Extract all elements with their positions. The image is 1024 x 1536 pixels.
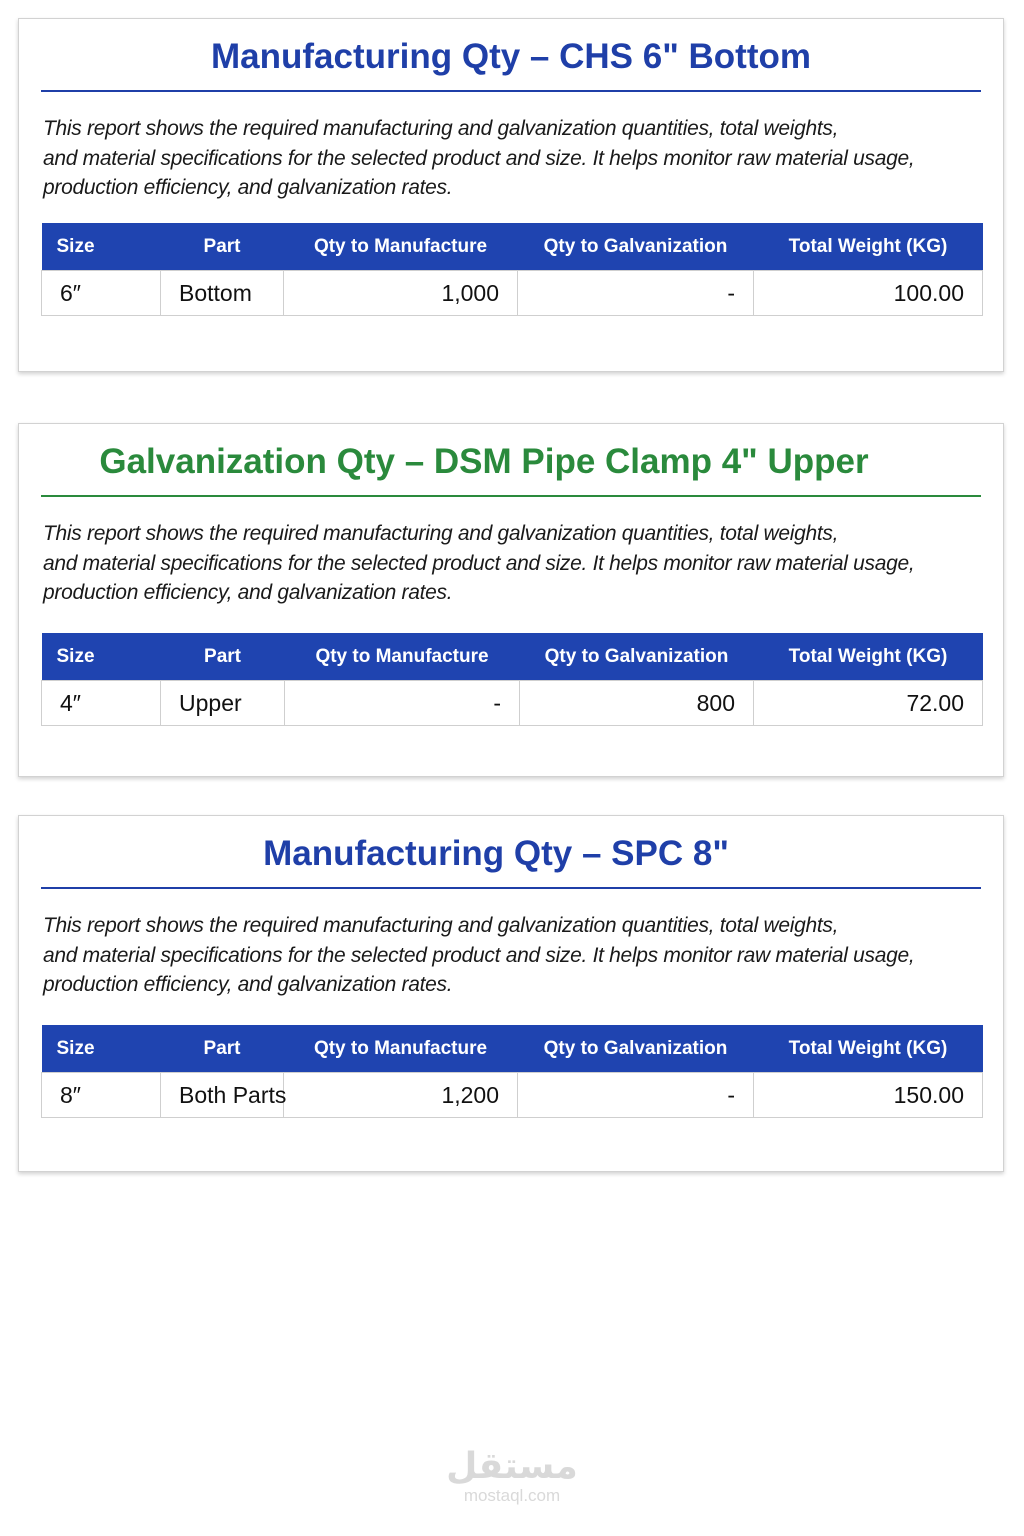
- table-row: [42, 1073, 983, 1118]
- description-line: production efficiency, and galvanization rates.: [43, 973, 453, 996]
- description-line: and material specifications for the selected product and size. It helps monitor raw material usage,: [43, 146, 915, 170]
- column-header-total-weight: Total Weight (KG): [754, 633, 983, 681]
- cell-size: 6″: [42, 271, 161, 316]
- report-card-chs-6-bottom: [18, 18, 1004, 372]
- cell-qty-manufacture: 1,200: [284, 1073, 518, 1118]
- description-line: This report shows the required manufacturing and galvanization quantities, total weights,: [43, 914, 839, 937]
- report-table: [41, 1025, 983, 1118]
- report-card-dsm-pipe-clamp-4-upper: [18, 423, 1004, 777]
- cell-size: 4″: [42, 681, 161, 726]
- description-line: production efficiency, and galvanization rates.: [43, 176, 453, 199]
- description-line: and material specifications for the selected product and size. It helps monitor raw material usage,: [43, 551, 915, 575]
- column-header-part: Part: [161, 223, 284, 271]
- cell-total-weight: 100.00: [754, 271, 983, 316]
- column-header-size: Size: [42, 223, 161, 271]
- description-line: This report shows the required manufacturing and galvanization quantities, total weights,: [43, 117, 839, 140]
- watermark: [0, 1446, 1024, 1506]
- cell-qty-galvanization: -: [518, 1073, 754, 1118]
- report-table: [41, 633, 983, 726]
- cell-total-weight: 150.00: [754, 1073, 983, 1118]
- column-header-qty-manufacture: Qty to Manufacture: [285, 633, 520, 681]
- description-line: This report shows the required manufacturing and galvanization quantities, total weights,: [43, 522, 839, 545]
- watermark-logo: مستقل: [446, 1445, 578, 1486]
- cell-qty-manufacture: 1,000: [284, 271, 518, 316]
- column-header-qty-galvanization: Qty to Galvanization: [518, 223, 754, 271]
- cell-qty-galvanization: 800: [520, 681, 754, 726]
- cell-part: Both Parts: [161, 1073, 284, 1118]
- report-description: [43, 911, 983, 1000]
- table-header-row: [42, 1025, 983, 1073]
- report-card-spc-8: [18, 815, 1004, 1172]
- column-header-total-weight: Total Weight (KG): [754, 223, 983, 271]
- column-header-total-weight: Total Weight (KG): [754, 1025, 983, 1073]
- cell-part: Bottom: [161, 271, 284, 316]
- cell-size: 8″: [42, 1073, 161, 1118]
- column-header-qty-galvanization: Qty to Galvanization: [520, 633, 754, 681]
- column-header-size: Size: [42, 1025, 161, 1073]
- table-row: [42, 271, 983, 316]
- column-header-qty-manufacture: Qty to Manufacture: [284, 223, 518, 271]
- table-row: [42, 681, 983, 726]
- watermark-site: mostaql.com: [463, 1486, 561, 1505]
- column-header-part: Part: [161, 1025, 284, 1073]
- title-divider: [41, 495, 981, 497]
- column-header-size: Size: [42, 633, 161, 681]
- cell-part: Upper: [161, 681, 285, 726]
- report-title: Manufacturing Qty – SPC 8": [263, 834, 729, 873]
- report-description: [43, 114, 983, 203]
- table-header-row: [42, 633, 983, 681]
- report-title: Manufacturing Qty – CHS 6" Bottom: [211, 37, 811, 76]
- column-header-qty-galvanization: Qty to Galvanization: [518, 1025, 754, 1073]
- table-header-row: [42, 223, 983, 271]
- description-line: and material specifications for the selected product and size. It helps monitor raw material usage,: [43, 943, 915, 967]
- cell-qty-galvanization: -: [518, 271, 754, 316]
- cell-qty-manufacture: -: [285, 681, 520, 726]
- title-divider: [41, 90, 981, 92]
- cell-total-weight: 72.00: [754, 681, 983, 726]
- column-header-part: Part: [161, 633, 285, 681]
- report-description: [43, 519, 983, 608]
- title-divider: [41, 887, 981, 889]
- description-line: production efficiency, and galvanization rates.: [43, 581, 453, 604]
- report-table: [41, 223, 983, 316]
- column-header-qty-manufacture: Qty to Manufacture: [284, 1025, 518, 1073]
- report-title: Galvanization Qty – DSM Pipe Clamp 4" Upper: [99, 442, 869, 481]
